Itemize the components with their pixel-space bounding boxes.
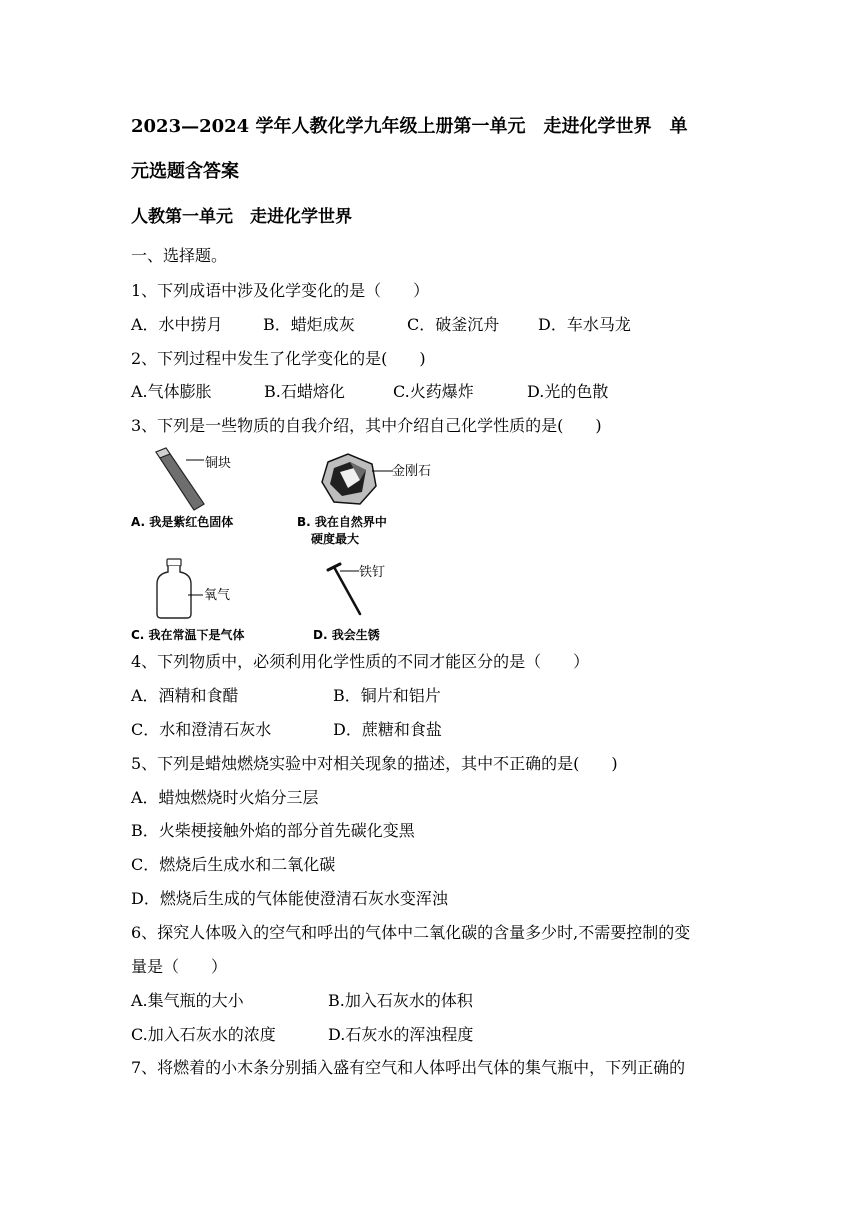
- q6-option-b: B.加入石灰水的体积: [328, 991, 473, 1010]
- q2-option-d: D.光的色散: [527, 382, 609, 401]
- question-3-stem: 3、下列是一些物质的自我介绍，其中介绍自己化学性质的是( ): [131, 416, 602, 435]
- q1-option-c: C．破釜沉舟: [407, 315, 500, 334]
- question-5-stem: 5、下列是蜡烛燃烧实验中对相关现象的描述，其中不正确的是( ): [131, 754, 618, 773]
- q4-option-b: B．铜片和铝片: [333, 686, 441, 705]
- option-a-caption: A. 我是紫红色固体: [131, 515, 234, 529]
- q4-option-d: D．蔗糖和食盐: [333, 720, 442, 739]
- q5-option-b: B．火柴梗接触外焰的部分首先碳化变黑: [131, 821, 415, 840]
- iron-nail-leader: [340, 566, 360, 576]
- copper-block-leader: [186, 455, 206, 465]
- oxygen-bottle-leader: [188, 590, 204, 600]
- q1-option-d: D．车水马龙: [538, 315, 631, 334]
- oxygen-bottle-figure: [154, 558, 194, 620]
- option-d-caption: D. 我会生锈: [313, 628, 380, 642]
- q4-option-a: A．酒精和食醋: [131, 686, 239, 705]
- option-b-caption-line1: B. 我在自然界中: [297, 515, 387, 529]
- question-2-stem: 2、下列过程中发生了化学变化的是( ): [131, 349, 426, 368]
- q6-option-c: C.加入石灰水的浓度: [131, 1025, 276, 1044]
- question-1-stem: 1、下列成语中涉及化学变化的是（ ）: [131, 281, 430, 300]
- doc-title-line2: 元选题含答案: [131, 161, 239, 182]
- question-6-stem-line2: 量是（ ）: [131, 957, 228, 976]
- oxygen-label: 氧气: [204, 588, 231, 603]
- q2-option-c: C.火药爆炸: [393, 382, 474, 401]
- option-b-caption-line2: 硬度最大: [311, 532, 360, 546]
- q5-option-d: D．燃烧后生成的气体能使澄清石灰水变浑浊: [131, 889, 448, 908]
- iron-nail-label: 铁钉: [359, 565, 386, 580]
- question-4-stem: 4、下列物质中，必须利用化学性质的不同才能区分的是（ ）: [131, 652, 590, 671]
- q6-option-a: A.集气瓶的大小: [131, 991, 244, 1010]
- diamond-label: 金刚石: [392, 464, 432, 479]
- question-6-stem-line1: 6、探究人体吸入的空气和呼出的气体中二氧化碳的含量多少时,不需要控制的变: [131, 923, 691, 942]
- q5-option-a: A．蜡烛燃烧时火焰分三层: [131, 788, 319, 807]
- doc-subtitle: 人教第一单元 走进化学世界: [131, 207, 352, 227]
- diamond-leader: [372, 466, 394, 476]
- q5-option-c: C．燃烧后生成水和二氧化碳: [131, 855, 336, 874]
- diamond-figure: [320, 452, 380, 508]
- q1-option-b: B．蜡炬成灰: [263, 315, 355, 334]
- section-heading: 一、选择题。: [131, 246, 228, 265]
- copper-block-label: 铜块: [205, 456, 232, 471]
- option-c-caption: C. 我在常温下是气体: [131, 628, 245, 642]
- q2-option-a: A.气体膨胀: [131, 382, 212, 401]
- doc-title-line1: 2023—2024 学年人教化学九年级上册第一单元 走进化学世界 单: [131, 116, 688, 137]
- q1-option-a: A．水中捞月: [131, 315, 223, 334]
- question-7-stem-line1: 7、将燃着的小木条分别插入盛有空气和人体呼出气体的集气瓶中，下列正确的: [131, 1058, 686, 1077]
- q4-option-c: C．水和澄清石灰水: [131, 720, 272, 739]
- q2-option-b: B.石蜡熔化: [264, 382, 345, 401]
- q6-option-d: D.石灰水的浑浊程度: [328, 1025, 474, 1044]
